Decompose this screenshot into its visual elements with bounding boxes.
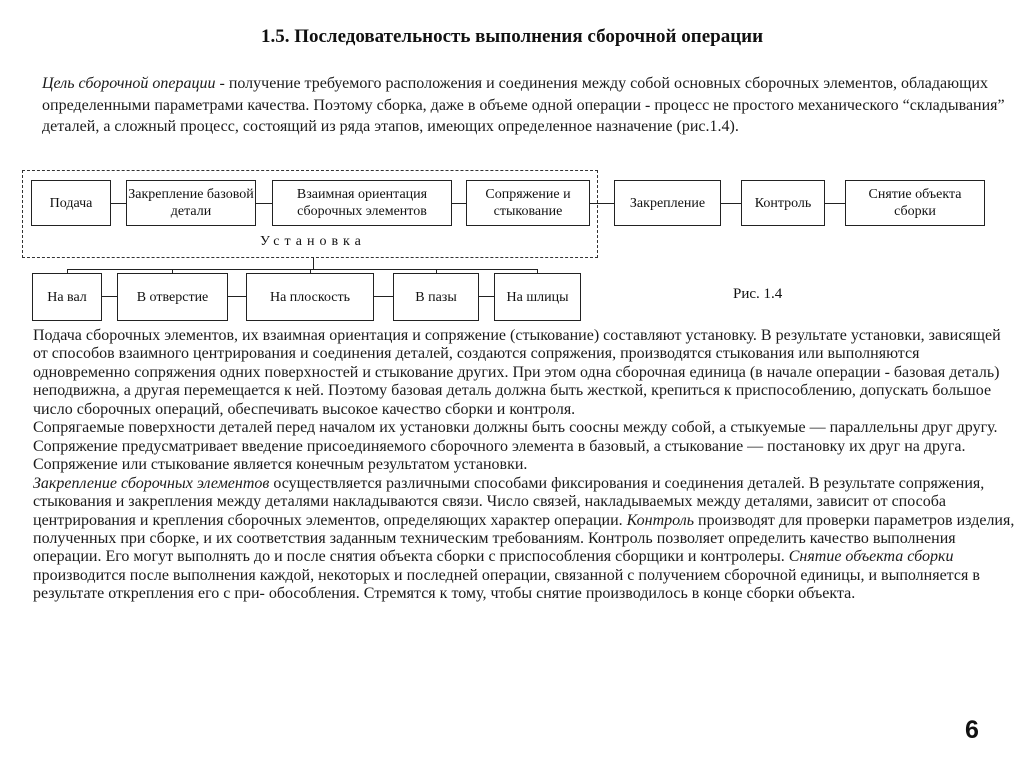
box-mating: Сопряжение и стыкование [466,180,590,226]
box-feed: Подача [31,180,111,226]
box-in-hole: В отверстие [117,273,228,321]
connector [111,203,126,204]
box-base-fixing: Закрепление базовой детали [126,180,256,226]
intro-text: - получение требуемого расположения и соединения между собой основных сборочных элементов, обладающих определенными параметрами качества. Поэтому сборка, даже в объеме одной операции - процесс не простого механического “складывания” деталей, а сложный процесс, состоящий из ряда этапов, имеющих определенное назначение (рис.1.4). [42,75,1005,135]
box-control: Контроль [741,180,825,226]
term-control: Контроль [626,511,694,529]
box-on-plane: На плоскость [246,273,374,321]
connector [590,203,614,204]
connector [256,203,272,204]
paragraph-mating: Сопрягаемые поверхности деталей перед началом их установки должны быть соосны между собой, а стыкуемые — параллельны друг другу. Сопряжение предусматривает введение присоединяемого сборочного элемента в базовый, а стыкование — постановку их друг на друга. Сопряжение или стыкование является конечным результатом установки. [33,419,998,474]
connector [228,296,246,297]
page-number: 6 [965,716,979,744]
box-on-splines: На шлицы [494,273,581,321]
intro-term: Цель сборочной операции [42,75,216,92]
box-on-shaft: На вал [32,273,102,321]
connector [452,203,466,204]
box-fastening: Закрепление [614,180,721,226]
connector [825,203,845,204]
box-orientation: Взаимная ориентация сборочных элементов [272,180,452,226]
term-fastening: Закрепление сборочных элементов [33,474,270,492]
body-text [33,327,1018,604]
paragraph-fastening-control-removal: Закрепление сборочных элементов осуществляется различными способами фиксирования и соединения деталей. В результате сопряжения, стыкования и закрепления между деталями накладываются связи. Число связей, накладываемых между деталями, зависит от способа центрирования и крепления сборочных элементов, определяющих характер операции. Контроль производят для проверки параметров изделия, полученных при сборке, и их соответствия заданным техническим требованиям. Контроль позволяет определить качество выполнения операции. Его могут выполнять до и после снятия объекта сборки с приспособления сборщики и контролеры. Снятие объекта сборки производится после выполнения каждой, некоторых и последней операции, связанной с получением сборочной единицы, и выполняется в результате открепления его с при- обособления. Стремятся к тому, чтобы снятие производилось в конце сборки объекта. [33,474,1015,603]
box-in-slots: В пазы [393,273,479,321]
connector [721,203,741,204]
connector [102,296,117,297]
connector [479,296,494,297]
paragraph-installation: Подача сборочных элементов, их взаимная ориентация и сопряжение (стыкование) составляют установку. В результате установки, зависящей от способов взаимного центрирования и соединения деталей, создаются сопряжения, производятся стыкования или выполняются одновременно сопряжения одних поверхностей и стыкование других. При этом одна сборочная единица (в начале операции - базовая деталь) неподвижна, а другая перемещается к ней. Поэтому базовая деталь должна быть жесткой, крепиться к приспособлению, допускать большое число сборочных операций, обеспечивать высокое качество сборки и контроля. [33,327,1001,418]
box-removal: Снятие объекта сборки [845,180,985,226]
connector [374,296,393,297]
connector [67,269,538,270]
installation-label: Установка [260,234,366,249]
intro-paragraph [42,73,1022,138]
page-title: 1.5. Последовательность выполнения сборочной операции [260,26,764,47]
term-removal: Снятие объекта сборки [788,548,954,566]
figure-caption: Рис. 1.4 [733,286,783,302]
